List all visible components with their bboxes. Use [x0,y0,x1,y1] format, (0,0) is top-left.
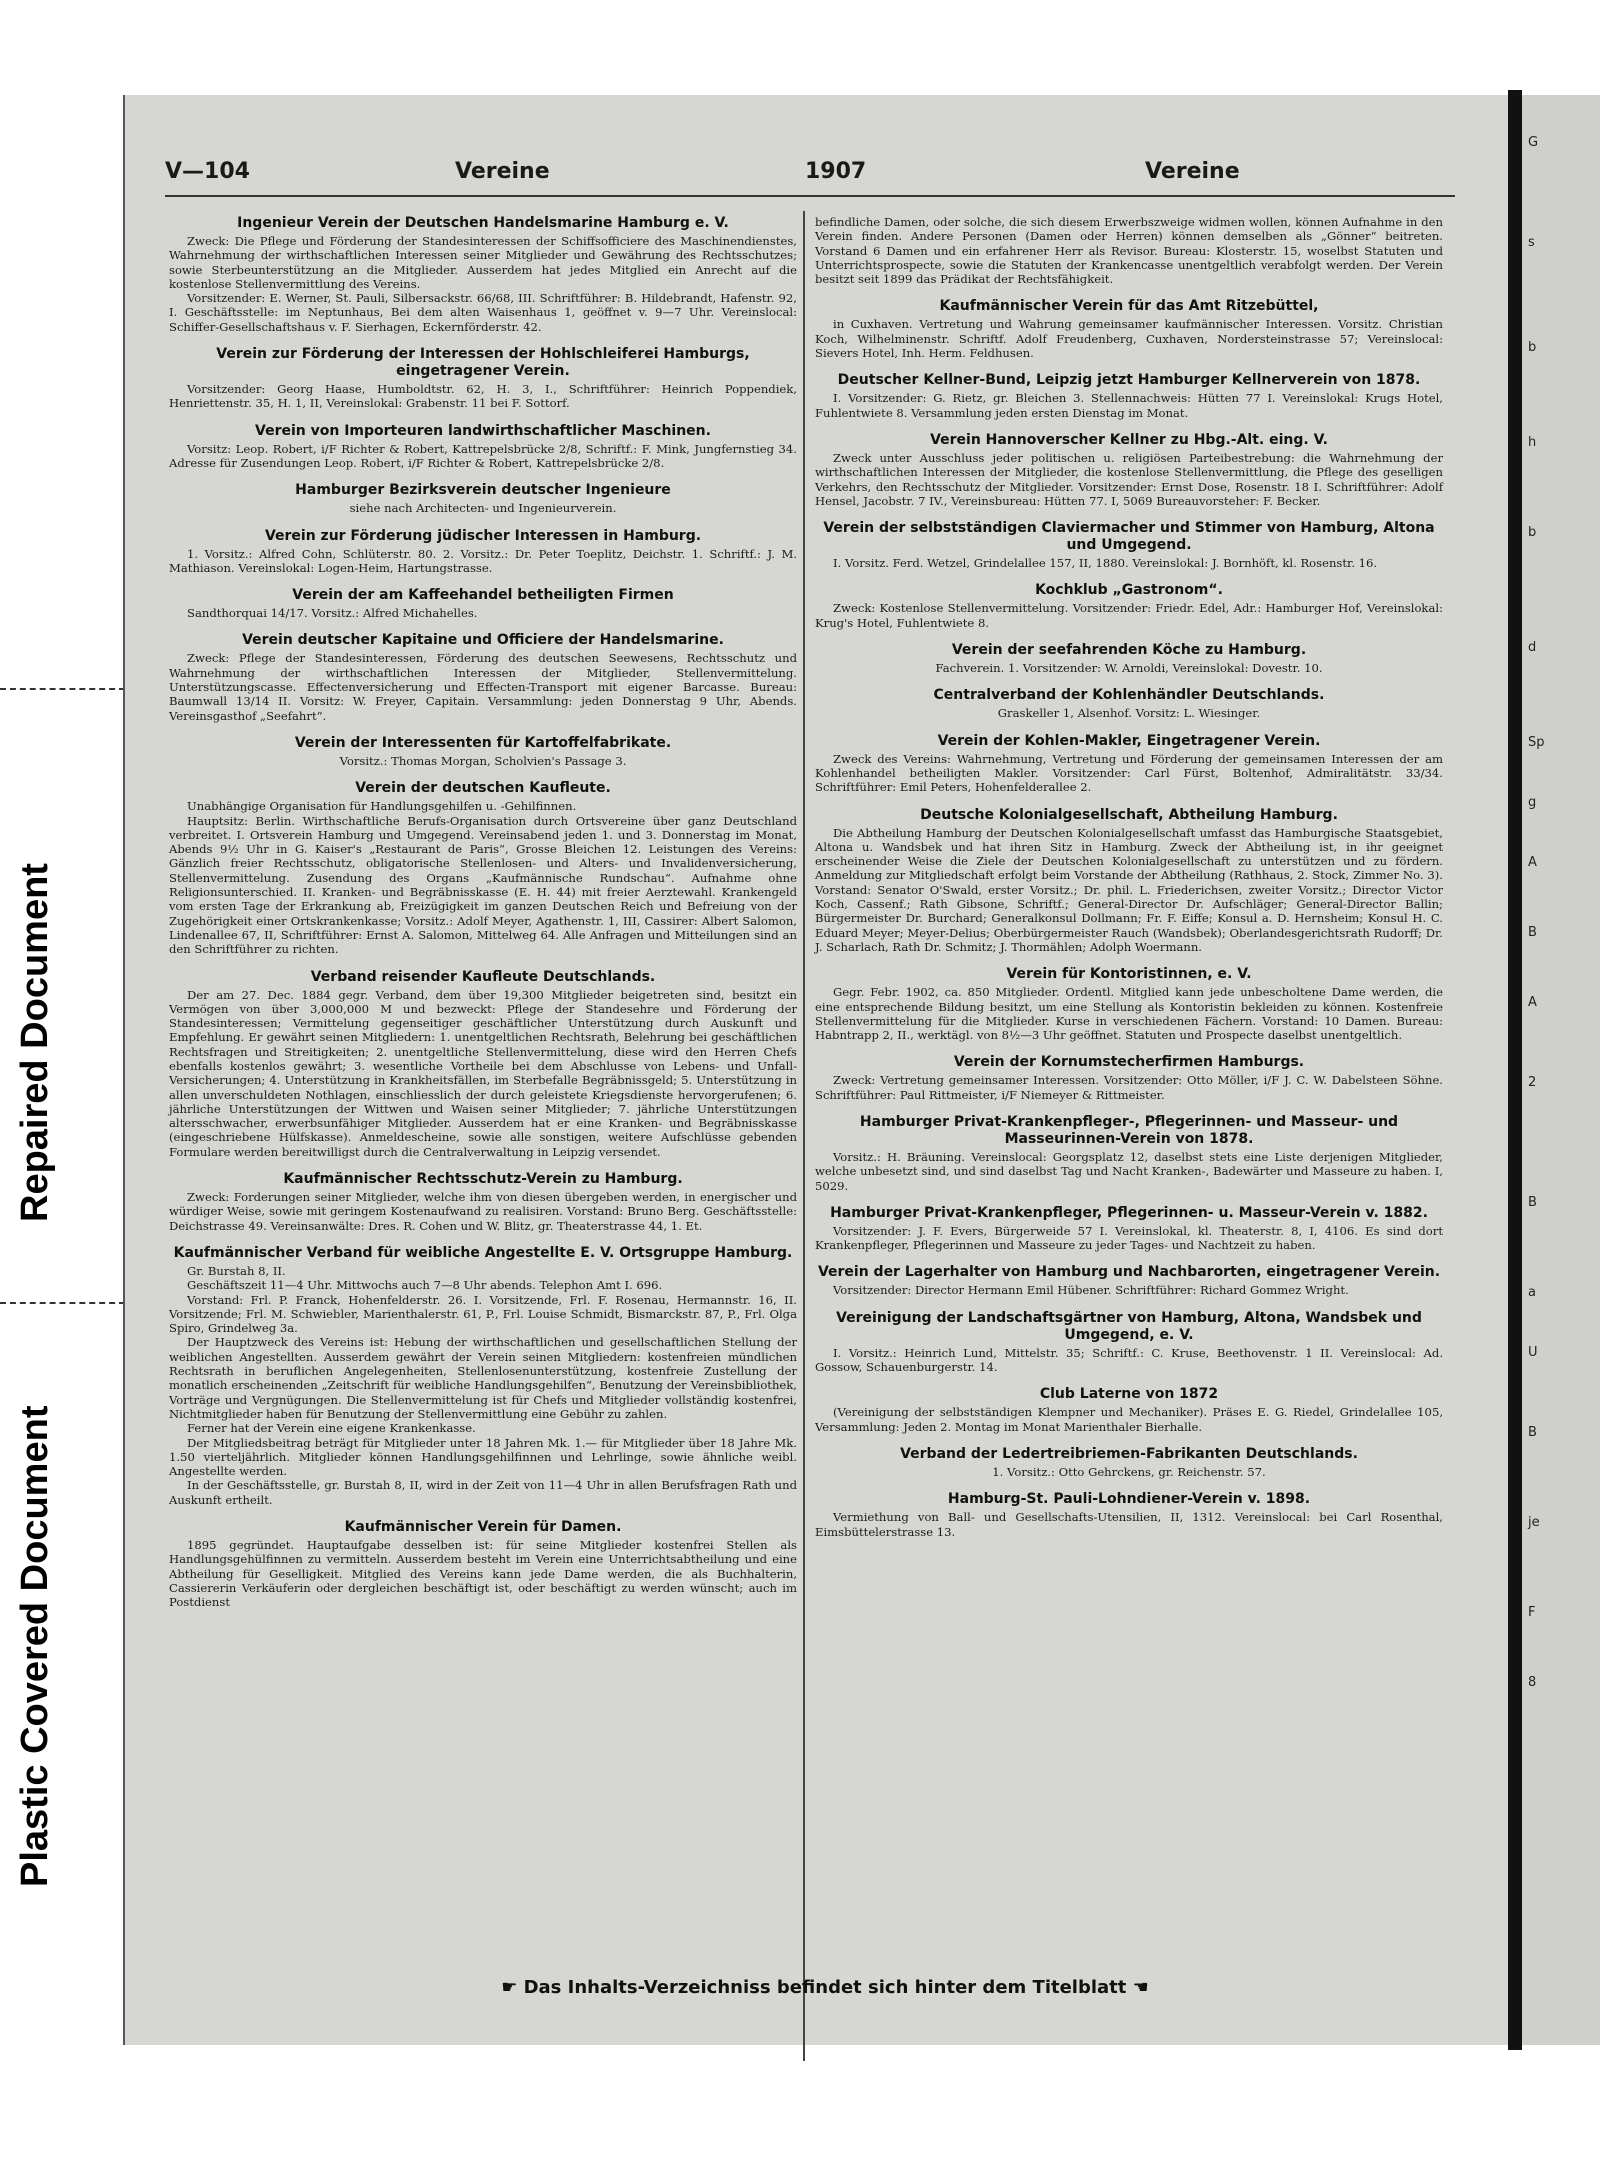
association-title: Verein der Lagerhalter von Hamburg und Nachbarorten, eingetragener Verein. [817,1264,1441,1281]
association-entry [169,482,797,515]
association-text: I. Vorsitz.: Heinrich Lund, Mittelstr. 35; Schriftf.: C. Kruse, Beethovenstr. 1 II. Vereinslocal: Ad. Gossow, Schauenburgerstr. 14. [815,1345,1443,1375]
association-text: Unabhängige Organisation für Handlungsgehilfen u. -Gehilfinnen. [187,799,577,814]
association-entry [815,733,1443,795]
association-entry [815,1446,1443,1479]
association-entry [815,966,1443,1042]
association-title: Verein zur Förderung der Interessen der Hohlschleiferei Hamburgs, eingetragener Verein. [216,346,750,380]
association-title: Ingenieur Verein der Deutschen Handelsmarine Hamburg e. V. [237,215,729,231]
footer-text: Das Inhalts-Verzeichniss befindet sich hinter dem Titelblatt [523,1977,1127,1998]
association-text: 1. Vorsitz.: Alfred Cohn, Schlüterstr. 80. 2. Vorsitz.: Dr. Peter Toeplitz, Deichstr. 1. Schriftf.: J. M. Mathiason. Vereinslokal: Logen-Heim, Hartungstrasse. [169,546,797,575]
association-title: Hamburger Bezirksverein deutscher Ingenieure [295,482,671,499]
association-text: Vorsitz: Leop. Robert, i/F Richter & Robert, Kattrepelsbrücke 2/8, Schriftf.: F. Mink, Jungfernstieg 34. Adresse für Zusendungen Leop. Robert, i/F Richter & Robert, Kattrepelsbrücke 2/8. [169,441,797,470]
page-header [165,159,1455,199]
association-title: Verein zur Förderung jüdischer Interessen in Hamburg. [264,527,702,544]
adjacent-page-fragment: U [1528,1345,1538,1360]
association-entry [169,780,797,956]
association-entry [815,1205,1443,1253]
association-text: Der Hauptzweck des Vereins ist: Hebung der wirthschaftlichen und gesellschaftlichen Stellung der weiblichen Angestellten. Ausserdem gewährt der Verein seinen Mitgliedern: kostenfreien mündlichen Rechtsrath in beruflichen Angelegenheiten, Stellenlosenunterstützung, kostenfreie Zustellung der monatlich erscheinenden „Zeitschrift für weibliche Handlungsgehilfen“, Benutzung der Vereinsbibliothek, Vorträge und Vergnügungen. Die Stellenvermittelung ist für Chefs und Mitglieder vollständig kostenfrei, Nichtmitglieder haben für Benutzung der Stellenvermittlung eine Gebühr zu zahlen. [169,1335,797,1421]
association-text: befindliche Damen, oder solche, die sich diesem Erwerbszweige widmen wollen, können Aufnahme in den Verein finden. Andere Personen (Damen oder Herren) können demselben als „Gönner“ beitreten. Vorstand 6 Damen und ein erfahrener Herr als Revisor. Bureau: Klosterstr. 15, woselbst Statuten und Unterrichtsprospecte, sowie die Statuten der Krankencasse unentgeltlich verabfolgt werden. Der Verein besitzt seit 1899 das Prädikat der Rechtsfähigkeit. [815,215,1443,287]
association-entry [169,528,797,576]
association-text: Zweck unter Ausschluss jeder politischen u. religiösen Parteibestrebung: die Wahrnehmung der wirthschaftlichen Interessen der Mitglieder, die kostenlose Stellenvermittlung, die Pflege des geselligen Verkehrs, den Rechtsschutz der Mitglieder. Vorsitzender: Ernst Dose, Rosenstr. 18 I. Schriftführer: Adolf Hensel, Jacobstr. 7 IV., Vereinsbureau: Hütten 77. I, 5069 Bureauvorsteher: F. Becker. [815,450,1443,508]
scanned-page [123,95,1510,2045]
association-entry [815,520,1443,570]
association-text: Vorsitzender: J. F. Evers, Bürgerweide 57 I. Vereinslokal, kl. Theaterstr. 8, I, 4106. Es sind dort Krankenpfleger, Pflegerinnen und Masseure zu jeder Tages- und Nachtzeit zu haben. [815,1223,1443,1253]
association-text: Zweck des Vereins: Wahrnehmung, Vertretung und Förderung der gemeinsamen Interessen der am Kohlenhandel betheiligten Makler. Vorsitzender: Carl Fürst, Boltenhof, Admiralitätstr. 33/34. Schriftführer: Emil Peters, Hohenfelderallee 2. [815,751,1443,795]
adjacent-page-strip [1522,95,1600,2045]
adjacent-page-fragment: B [1528,1425,1537,1440]
association-entry [169,423,797,471]
association-entry [169,587,797,620]
association-entry [169,346,797,411]
adjacent-page-fragment: Sp [1528,735,1545,750]
association-entry [815,298,1443,360]
association-text: Zweck: Pflege der Standesinteressen, Förderung des deutschen Seewesens, Rechtsschutz und Wahrnehmung der wirthschaftlichen Interessen der Mitglieder, Stellenvermittelung. Unterstützungscasse. Effectenversicherung und Effecten-Transport mit eigener Barcasse. Bureau: Baumwall 13/14 II. Vorsitz: W. Freyer, Capitain. Versammlung: jeden Donnerstag 9 Uhr, Abends. Vereinsgasthof „Seefahrt“. [169,651,797,723]
association-entry [815,215,1443,286]
adjacent-page-fragment: A [1528,855,1537,870]
association-title: Kaufmännischer Verein für das Amt Ritzebüttel, [939,298,1319,315]
association-entry [169,1245,797,1507]
association-text: Zweck: Vertretung gemeinsamer Interessen. Vorsitzender: Otto Möller, i/F J. C. W. Dabelsteen Söhne. Schriftführer: Paul Rittmeister, i/F Niemeyer & Rittmeister. [815,1073,1443,1102]
association-text: 1. Vorsitz.: Otto Gehrckens, gr. Reichenstr. 57. [992,1464,1266,1479]
association-text: Der Mitgliedsbeitrag beträgt für Mitglieder unter 18 Jahren Mk. 1.— für Mitglieder über 18 Jahre Mk. 1.50 vierteljährlich. Mitglieder können Handlungsgehilfinnen und Lehrlinge, sowie ähnliche weibl. Angestellte werden. [169,1435,797,1479]
association-title: Hamburger Privat-Krankenpfleger, Pflegerinnen- u. Masseur-Verein v. 1882. [830,1204,1428,1221]
association-title: Deutsche Kolonialgesellschaft, Abtheilung Hamburg. [920,806,1338,823]
association-text: in Cuxhaven. Vertretung und Wahrung gemeinsamer kaufmännischer Interessen. Vorsitz. Christian Koch, Wilhelminenstr. Schriftf. Adolf Freudenberg, Cuxhaven, Nordersteinstrasse 57; Vereinslocal: Sievers Hotel, Inh. Herm. Feldhusen. [815,317,1443,361]
association-title: Verband der Ledertreibriemen-Fabrikanten Deutschlands. [900,1445,1358,1462]
repaired-document-label: Repaired Document [14,863,56,1222]
association-text: Zweck: Forderungen seiner Mitglieder, welche ihm von diesen übergeben werden, in energischer und würdiger Weise, sowie mit geringem Kostenaufwand zu realisiren. Vorstand: Bruno Berg. Geschäftsstelle: Deichstrasse 49. Vereinsanwälte: Dres. R. Cohen und W. Blitz, gr. Theaterstrasse 44, 1. Et. [169,1190,797,1233]
association-title: Hamburg-St. Pauli-Lohndiener-Verein v. 1898. [947,1491,1311,1508]
adjacent-page-fragment: B [1528,925,1537,940]
association-entry [815,807,1443,955]
association-text: Gegr. Febr. 1902, ca. 850 Mitglieder. Ordentl. Mitglied kann jede unbescholtene Dame werden, die eine entsprechende Bildung besitzt, um eine Stellung als Kontoristin bekleiden zu können. Kostenfreie Stellenvermittelung für die Mitglieder. Kurse in verschiedenen Fächern. Vorstand: 10 Damen. Bureau: Habntrapp 2, II., werktägl. von 8½—3 Uhr geöffnet. Statuten und Prospecte daselbst unentgeltlich. [815,985,1443,1043]
association-entry [815,582,1443,630]
association-title: Verein von Importeuren landwirthschaftlicher Maschinen. [255,422,711,439]
association-text: Vorsitzender: E. Werner, St. Pauli, Silbersackstr. 66/68, III. Schriftführer: B. Hildebrandt, Hafenstr. 92, I. Geschäftsstelle: im Neptunhaus, Bei dem alten Waisenhaus 1, geöffnet v. 9—7 Uhr. Vereinslocal: Schiffer-Gesellschaftshaus v. F. Sierhagen, Eckernförderstr. 42. [169,291,797,334]
association-text: Vorsitz.: Thomas Morgan, Scholvien's Passage 3. [339,753,627,768]
association-title: Kaufmännischer Rechtsschutz-Verein zu Hamburg. [283,1171,683,1188]
association-text: Vorsitzender: Georg Haase, Humboldtstr. 62, H. 3, I., Schriftführer: Heinrich Poppendiek, Henriettenstr. 35, H. 1, II, Vereinslokal: Grabenstr. 11 bei F. Sottorf. [169,382,797,411]
association-text: Der am 27. Dec. 1884 gegr. Verband, dem über 19,300 Mitglieder beigetreten sind, besitzt ein Vermögen von über 3,000,000 M und bezweckt: Pflege der Standesehre und Förderung der Standesinteressen; Vermittelung gegenseitiger geschäftlicher Unterstützung durch Auskunft und Empfehlung. Er gewährt seinen Mitgliedern: 1. unentgeltlichen Rechtsrath, Belehrung bei geschäftlichen Rechtsfragen und Streitigkeiten; 2. unentgeltliche Stellenvermittelung, diese wird den Herren Chefs ebenfalls kostenlos gewährt; 3. wesentliche Vortheile bei dem Abschlusse von Lebens- und Unfall-Versicherungen; 4. Unterstützung in Krankheitsfällen, im Sterbefalle Begräbnissgeld; 5. Unterstützung in allen unverschuldeten Nothlagen, einschliesslich der durch geleistete Kriegsdienste hervorgerufenen; 6. jährliche Unterstützungen der Wittwen und Waisen seiner Mitglieder; 7. jährliche Unterstützungen altersschwacher, erwerbsunfähiger Mitglieder. Ausserdem hat er eine Kranken- und Begräbnisskasse (eingeschriebene Hülfskasse). Anmeldescheine, sowie alle sonstigen, weitere Aufschlüsse gebenden Formulare werden bereitwilligst durch die Centralverwaltung in Leipzig versendet. [169,987,797,1159]
association-text: Vorsitz.: H. Bräuning. Vereinslocal: Georgsplatz 12, daselbst stets eine Liste derjenigen Mitglieder, welche unbesetzt sind, und sind daselbst Tag und Nacht Kranken-, Badewärter und Masseure zu haben. I, 5029. [815,1149,1443,1193]
association-text: 1895 gegründet. Hauptaufgabe desselben ist: für seine Mitglieder kostenfrei Stellen als Handlungsgehülfinnen zu vermitteln. Ausserdem besteht im Verein eine Unterrichtsabtheilung und eine Abtheilung für Geselligkeit. Mitglied des Vereins kann jede Dame werden, die als Buchhalterin, Cassiererin Verkäuferin oder dergleichen beschäftigt ist, oder beschäftigt zu werden wünscht; auch im Postdienst [169,1538,797,1610]
association-text: Vorsitzender: Director Hermann Emil Hübener. Schriftführer: Richard Gommez Wright. [833,1283,1349,1298]
adjacent-page-fragment: g [1528,795,1537,810]
plastic-covered-document-label: Plastic Covered Document [14,1405,56,1887]
association-entry [815,432,1443,508]
association-title: Deutscher Kellner-Bund, Leipzig jetzt Hamburger Kellnerverein von 1878. [837,372,1421,389]
association-entry [815,1310,1443,1375]
adjacent-page-fragment: G [1528,135,1539,150]
association-title: Verein der am Kaffeehandel betheiligten Firmen [292,587,674,604]
association-title: Verein der selbstständigen Claviermacher und Stimmer von Hamburg, Altona und Umgegend. [823,520,1435,554]
association-entry [815,372,1443,420]
association-entry [169,1171,797,1233]
association-text: Die Abtheilung Hamburg der Deutschen Kolonialgesellschaft umfasst das Hamburgische Staatsgebiet, Altona u. Wandsbek und hat ihren Sitz in Hamburg. Zweck der Abtheilung ist, in ihr geeignet erscheinender Weise die Ziele der Deutschen Kolonialgesellschaft zu unterstützen und zu fördern. Anmeldung zur Mitgliedschaft erfolgt beim Vorstande der Abtheilung (Rathhaus, 2. Stock, Zimmer No. 3). Vorstand: Senator O'Swald, erster Vorsitz.; Dr. phil. L. Friederichsen, zweiter Vorsitz.; Director Victor Koch, Cassenf.; Rath Gibsone, Schriftf.; General-Director Dr. Aufschläger; General-Director Ballin; Bürgermeister Dr. Burchard; Generalkonsul Dollmann; Fr. F. Eiffe; Konsul a. D. Hernsheim; Konsul H. C. Eduard Meyer; Meyer-Delius; Oberbürgermeister Rauch (Wandsbek); Oberlandesgerichtsrath Rudorff; Dr. J. Scharlach, Rath Dr. Schmitz; J. Thormählen; Adolph Woermann. [815,825,1443,954]
section-divider [0,1302,125,1304]
adjacent-page-fragment: 2 [1528,1075,1537,1090]
association-title: Verein der Kornumstecherfirmen Hamburgs. [953,1054,1305,1071]
header-year: 1907 [805,159,867,184]
association-text: In der Geschäftsstelle, gr. Burstah 8, II, wird in der Zeit von 11—4 Uhr in allen Berufsfragen Rath und Auskunft ertheilt. [169,1478,797,1507]
association-title: Hamburger Privat-Krankenpfleger-, Pflegerinnen- und Masseur- und Masseurinnen-Verein von 1878. [859,1113,1399,1147]
adjacent-page-fragment: s [1528,235,1535,250]
association-entry [169,632,797,722]
association-entry [815,1491,1443,1539]
header-left-title: Vereine [455,159,550,184]
association-text: Vorstand: Frl. P. Franck, Hohenfelderstr. 26. I. Vorsitzende, Frl. F. Rosenau, Hermannstr. 16, II. Vorsitzende; Frl. M. Schwiebler, Marienthalerstr. 61, P., Frl. Louise Schmidt, Bismarckstr. 87, P., Frl. Olga Spiro, Grindelweg 3a. [169,1292,797,1336]
association-text: I. Vorsitz. Ferd. Wetzel, Grindelallee 157, II, 1880. Vereinslokal: J. Bornhöft, kl. Rosenstr. 16. [833,556,1378,571]
association-title: Verband reisender Kaufleute Deutschlands. [310,968,656,985]
association-text: Hauptsitz: Berlin. Wirthschaftliche Berufs-Organisation durch Ortsvereine über ganz Deutschland verbreitet. I. Ortsverein Hamburg und Umgegend. Vereinsabend jeden 1. und 3. Donnerstag im Monat, Abends 9½ Uhr in G. Kaiser's „Restaurant de Paris“, Grosse Bleichen 12. Leistungen des Vereins: Gänzlich freier Rechtsschutz, obligatorische Stellenlosen- und Alters- und Invalidenversicherung, Stellenvermittelung. Zusendung des Organs „Kaufmännische Rundschau“. Aufnahme ohne Religionsunterschied. II. Kranken- und Begräbnisskasse (E. H. 44) mit freier Aerztewahl. Krankengeld vom ersten Tage der Erkrankung ab, Freizügigkeit im ganzen Deutschen Reich und Befreiung von der Zugehörigkeit einer Ortskrankenkasse; Vorsitz.: Adolf Meyer, Agathenstr. 1, III, Cassirer: Albert Salomon, Lindenallee 67, II, Schriftführer: Ernst A. Salomon, Mittelweg 64. Alle Anfragen und Mitteilungen sind an den Schriftführer zu richten. [169,813,797,957]
association-text: I. Vorsitzender: G. Rietz, gr. Bleichen 3. Stellennachweis: Hütten 77 I. Vereinslokal: Krugs Hotel, Fuhlentwiete 8. Versammlung jeden ersten Dienstag im Monat. [815,391,1443,420]
association-title: Kaufmännischer Verein für Damen. [344,1519,622,1535]
page-edge-shadow [1508,90,1522,2050]
adjacent-page-fragment: F [1528,1605,1536,1620]
adjacent-page-fragment: b [1528,340,1537,355]
association-text: Ferner hat der Verein eine eigene Krankenkasse. [187,1421,476,1436]
association-title: Verein der Kohlen-Makler, Eingetragener Verein. [937,732,1321,749]
association-entry [815,1054,1443,1102]
association-text: Vermiethung von Ball- und Gesellschafts-Utensilien, II, 1312. Vereinslocal: bei Carl Rosenthal, Eimsbüttelerstrasse 13. [815,1510,1443,1539]
association-entry [815,1386,1443,1434]
association-entry [169,735,797,768]
association-title: Vereinigung der Landschaftsgärtner von Hamburg, Altona, Wandsbek und Umgegend, e. V. [836,1309,1422,1343]
adjacent-page-fragment: a [1528,1285,1536,1300]
association-title: Verein der seefahrenden Köche zu Hamburg. [951,642,1307,659]
left-column [169,215,797,1621]
association-entry [815,1114,1443,1193]
association-text: Gr. Burstah 8, II. [187,1263,286,1278]
column-divider [803,211,805,2061]
association-text: Fachverein. 1. Vorsitzender: W. Arnoldi, Vereinslokal: Dovestr. 10. [935,661,1323,676]
association-entry [169,215,797,334]
adjacent-page-fragment: B [1528,1195,1537,1210]
association-title: Verein der Interessenten für Kartoffelfabrikate. [294,734,672,751]
page-number: V—104 [165,159,250,184]
adjacent-page-fragment: h [1528,435,1537,450]
association-text: Zweck: Kostenlose Stellenvermittelung. Vorsitzender: Friedr. Edel, Adr.: Hamburger Hof, Vereinslokal: Krug's Hotel, Fuhlentwiete 8. [815,601,1443,630]
association-entry [169,969,797,1160]
association-title: Kaufmännischer Verband für weibliche Angestellte E. V. Ortsgruppe Hamburg. [173,1244,793,1261]
association-title: Verein der deutschen Kaufleute. [355,780,611,797]
association-text: Geschäftszeit 11—4 Uhr. Mittwochs auch 7—8 Uhr abends. Telephon Amt I. 696. [187,1278,663,1293]
header-rule [165,195,1455,197]
adjacent-page-fragment: je [1528,1515,1540,1530]
association-title: Centralverband der Kohlenhändler Deutschlands. [933,687,1325,704]
association-text: Graskeller 1, Alsenhof. Vorsitz: L. Wiesinger. [997,706,1261,721]
association-text: (Vereinigung der selbstständigen Klempner und Mechaniker). Präses E. G. Riedel, Grindelallee 105, Versammlung: Jeden 2. Montag im Monat Marienthaler Bierhalle. [815,1405,1443,1434]
association-text: Sandthorquai 14/17. Vorsitz.: Alfred Michahelles. [187,606,478,621]
adjacent-page-fragment: b [1528,525,1537,540]
footer-note: ☛ Das Inhalts-Verzeichniss befindet sich hinter dem Titelblatt ☚ [501,1977,1149,1998]
association-text: Zweck: Die Pflege und Förderung der Standesinteressen der Schiffsofficiere des Maschinendienstes, Wahrnehmung der wirthschaftlichen Interessen seiner Mitglieder und Gewährung des Rechtsschutzes; sowie Sterbeunterstützung an die Mitglieder. Ausserdem hat jedes Mitglied ein Anrecht auf die kostenlose Stellenvermittlung des Vereins. [169,234,797,291]
association-title: Verein Hannoverscher Kellner zu Hbg.-Alt. eing. V. [930,431,1328,448]
association-entry [169,1519,797,1609]
header-right-title: Vereine [1145,159,1240,184]
section-divider [0,688,125,690]
right-column [815,215,1443,1551]
association-title: Verein deutscher Kapitaine und Officiere der Handelsmarine. [242,632,724,649]
association-text: siehe nach Architecten- und Ingenieurverein. [349,501,617,516]
association-title: Verein für Kontoristinnen, e. V. [1006,966,1252,983]
adjacent-page-fragment: A [1528,995,1537,1010]
association-entry [815,687,1443,720]
adjacent-page-fragment: 8 [1528,1675,1537,1690]
association-entry [815,642,1443,675]
association-entry [815,1264,1443,1297]
adjacent-page-fragment: d [1528,640,1537,655]
association-title: Kochklub „Gastronom“. [1035,582,1223,599]
association-title: Club Laterne von 1872 [1039,1386,1219,1403]
